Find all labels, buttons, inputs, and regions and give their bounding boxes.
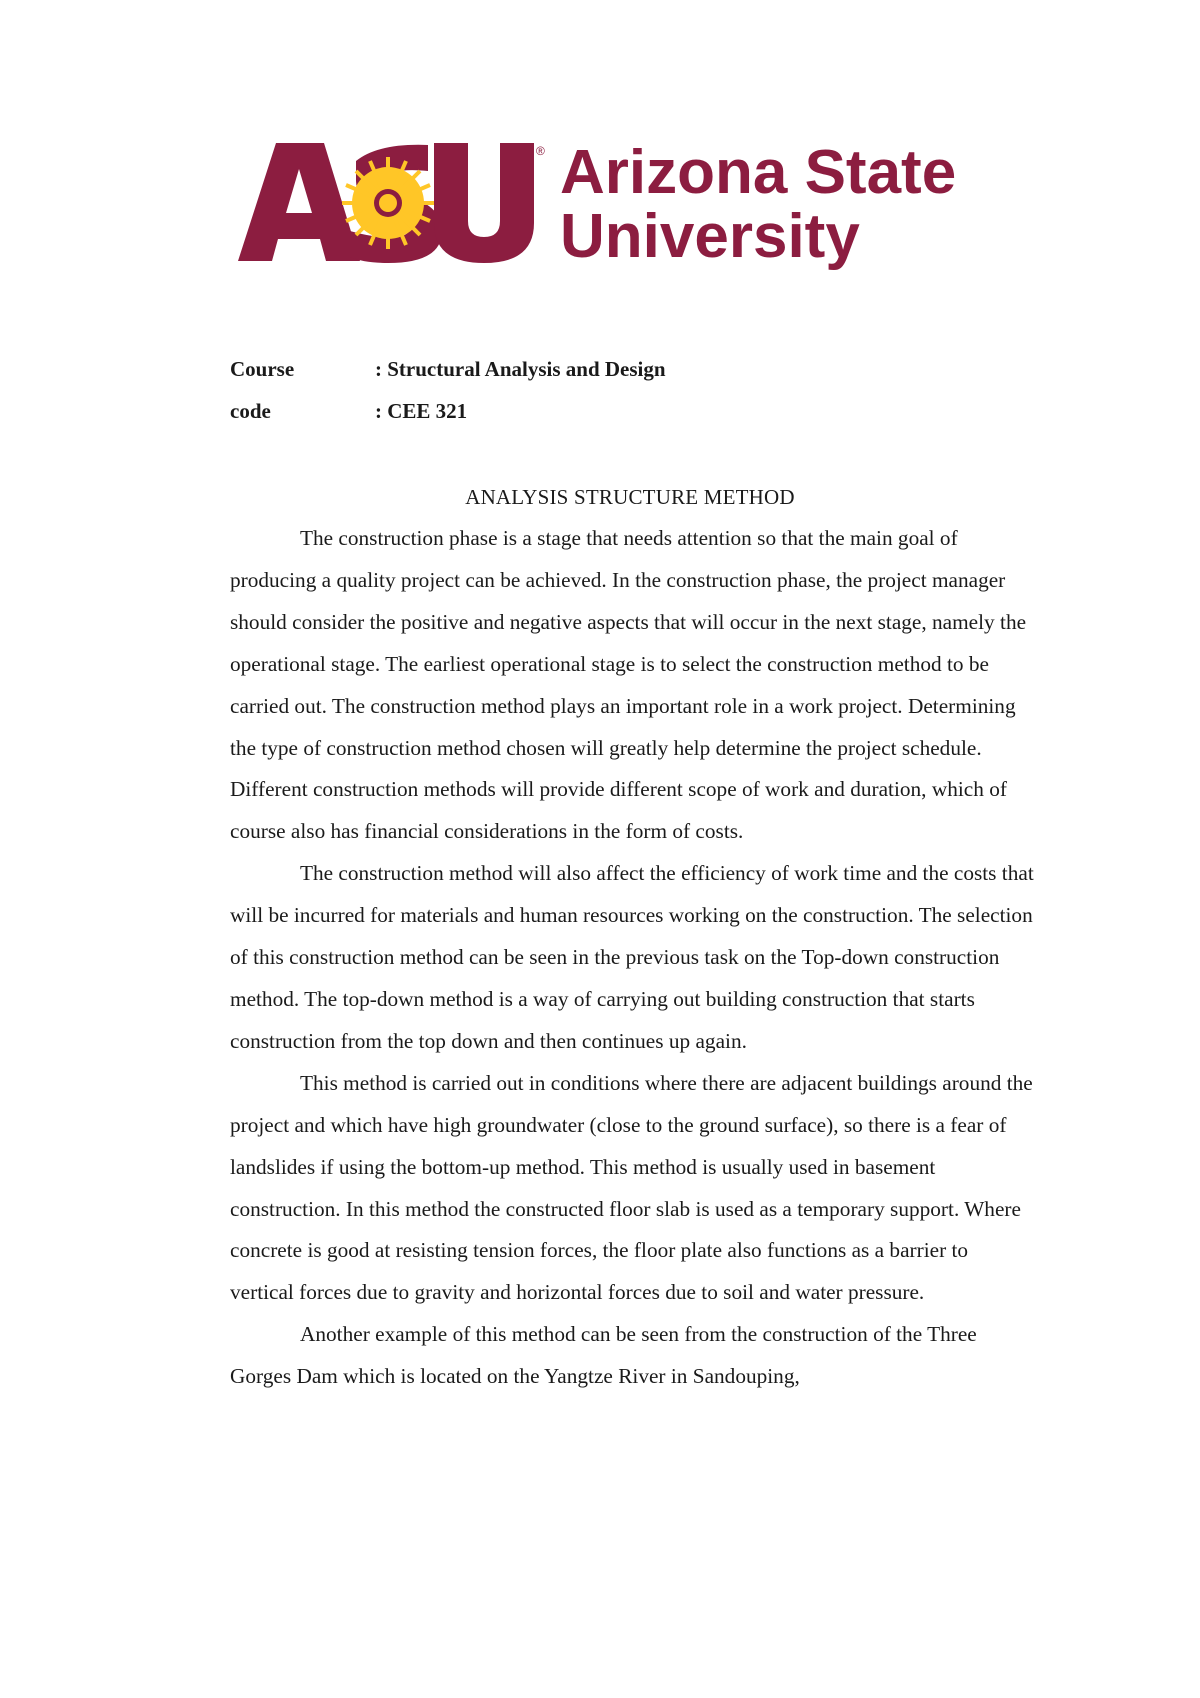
code-row	[230, 390, 1030, 432]
asu-logo-graphic	[238, 143, 1018, 293]
course-label: Course	[230, 357, 295, 381]
paragraph-1: The construction phase is a stage that needs attention so that the main goal of producing a quality project can be achieved. In the construction phase, the project manager should consider the positive and negative aspects that will occur in the next stage, namely the operational stage. The earliest operational stage is to select the construction method to be carried out. The construction method plays an important role in a work project. Determining the type of construction method chosen will greatly help determine the project schedule. Different construction methods will provide different scope of work and duration, which of course also has financial considerations in the form of costs.	[230, 526, 1027, 844]
logo-name-line2: University	[560, 202, 860, 271]
code-value: : CEE 321	[375, 399, 468, 423]
document-title: ANALYSIS STRUCTURE METHOD	[465, 485, 795, 509]
course-row	[230, 348, 1030, 390]
logo-name-line1: Arizona State	[560, 143, 957, 207]
paragraph-3: This method is carried out in conditions where there are adjacent buildings around the project and which have high groundwater (close to the ground surface), so there is a fear of landslides if using the bottom-up method. This method is usually used in basement construction. In this method the constructed floor slab is used as a temporary support. Where concrete is good at resisting tension forces, the floor plate also functions as a barrier to vertical forces due to gravity and horizontal forces due to soil and water pressure.	[230, 1070, 1033, 1305]
course-value: : Structural Analysis and Design	[375, 357, 666, 381]
paragraph-4: Another example of this method can be seen from the construction of the Three Gorges Dam which is located on the Yangtze River in Sandouping,	[230, 1322, 977, 1389]
document-body	[230, 518, 1035, 1398]
asu-logo	[238, 143, 1018, 293]
registered-mark: ®	[536, 144, 545, 158]
code-label: code	[230, 399, 271, 423]
paragraph-2: The construction method will also affect the efficiency of work time and the costs that will be incurred for materials and human resources working on the construction. The selection of this construction method can be seen in the previous task on the Top-down construction method. The top-down method is a way of carrying out building construction that starts construction from the top down and then continues up again.	[230, 861, 1034, 1053]
course-meta	[230, 348, 1030, 432]
